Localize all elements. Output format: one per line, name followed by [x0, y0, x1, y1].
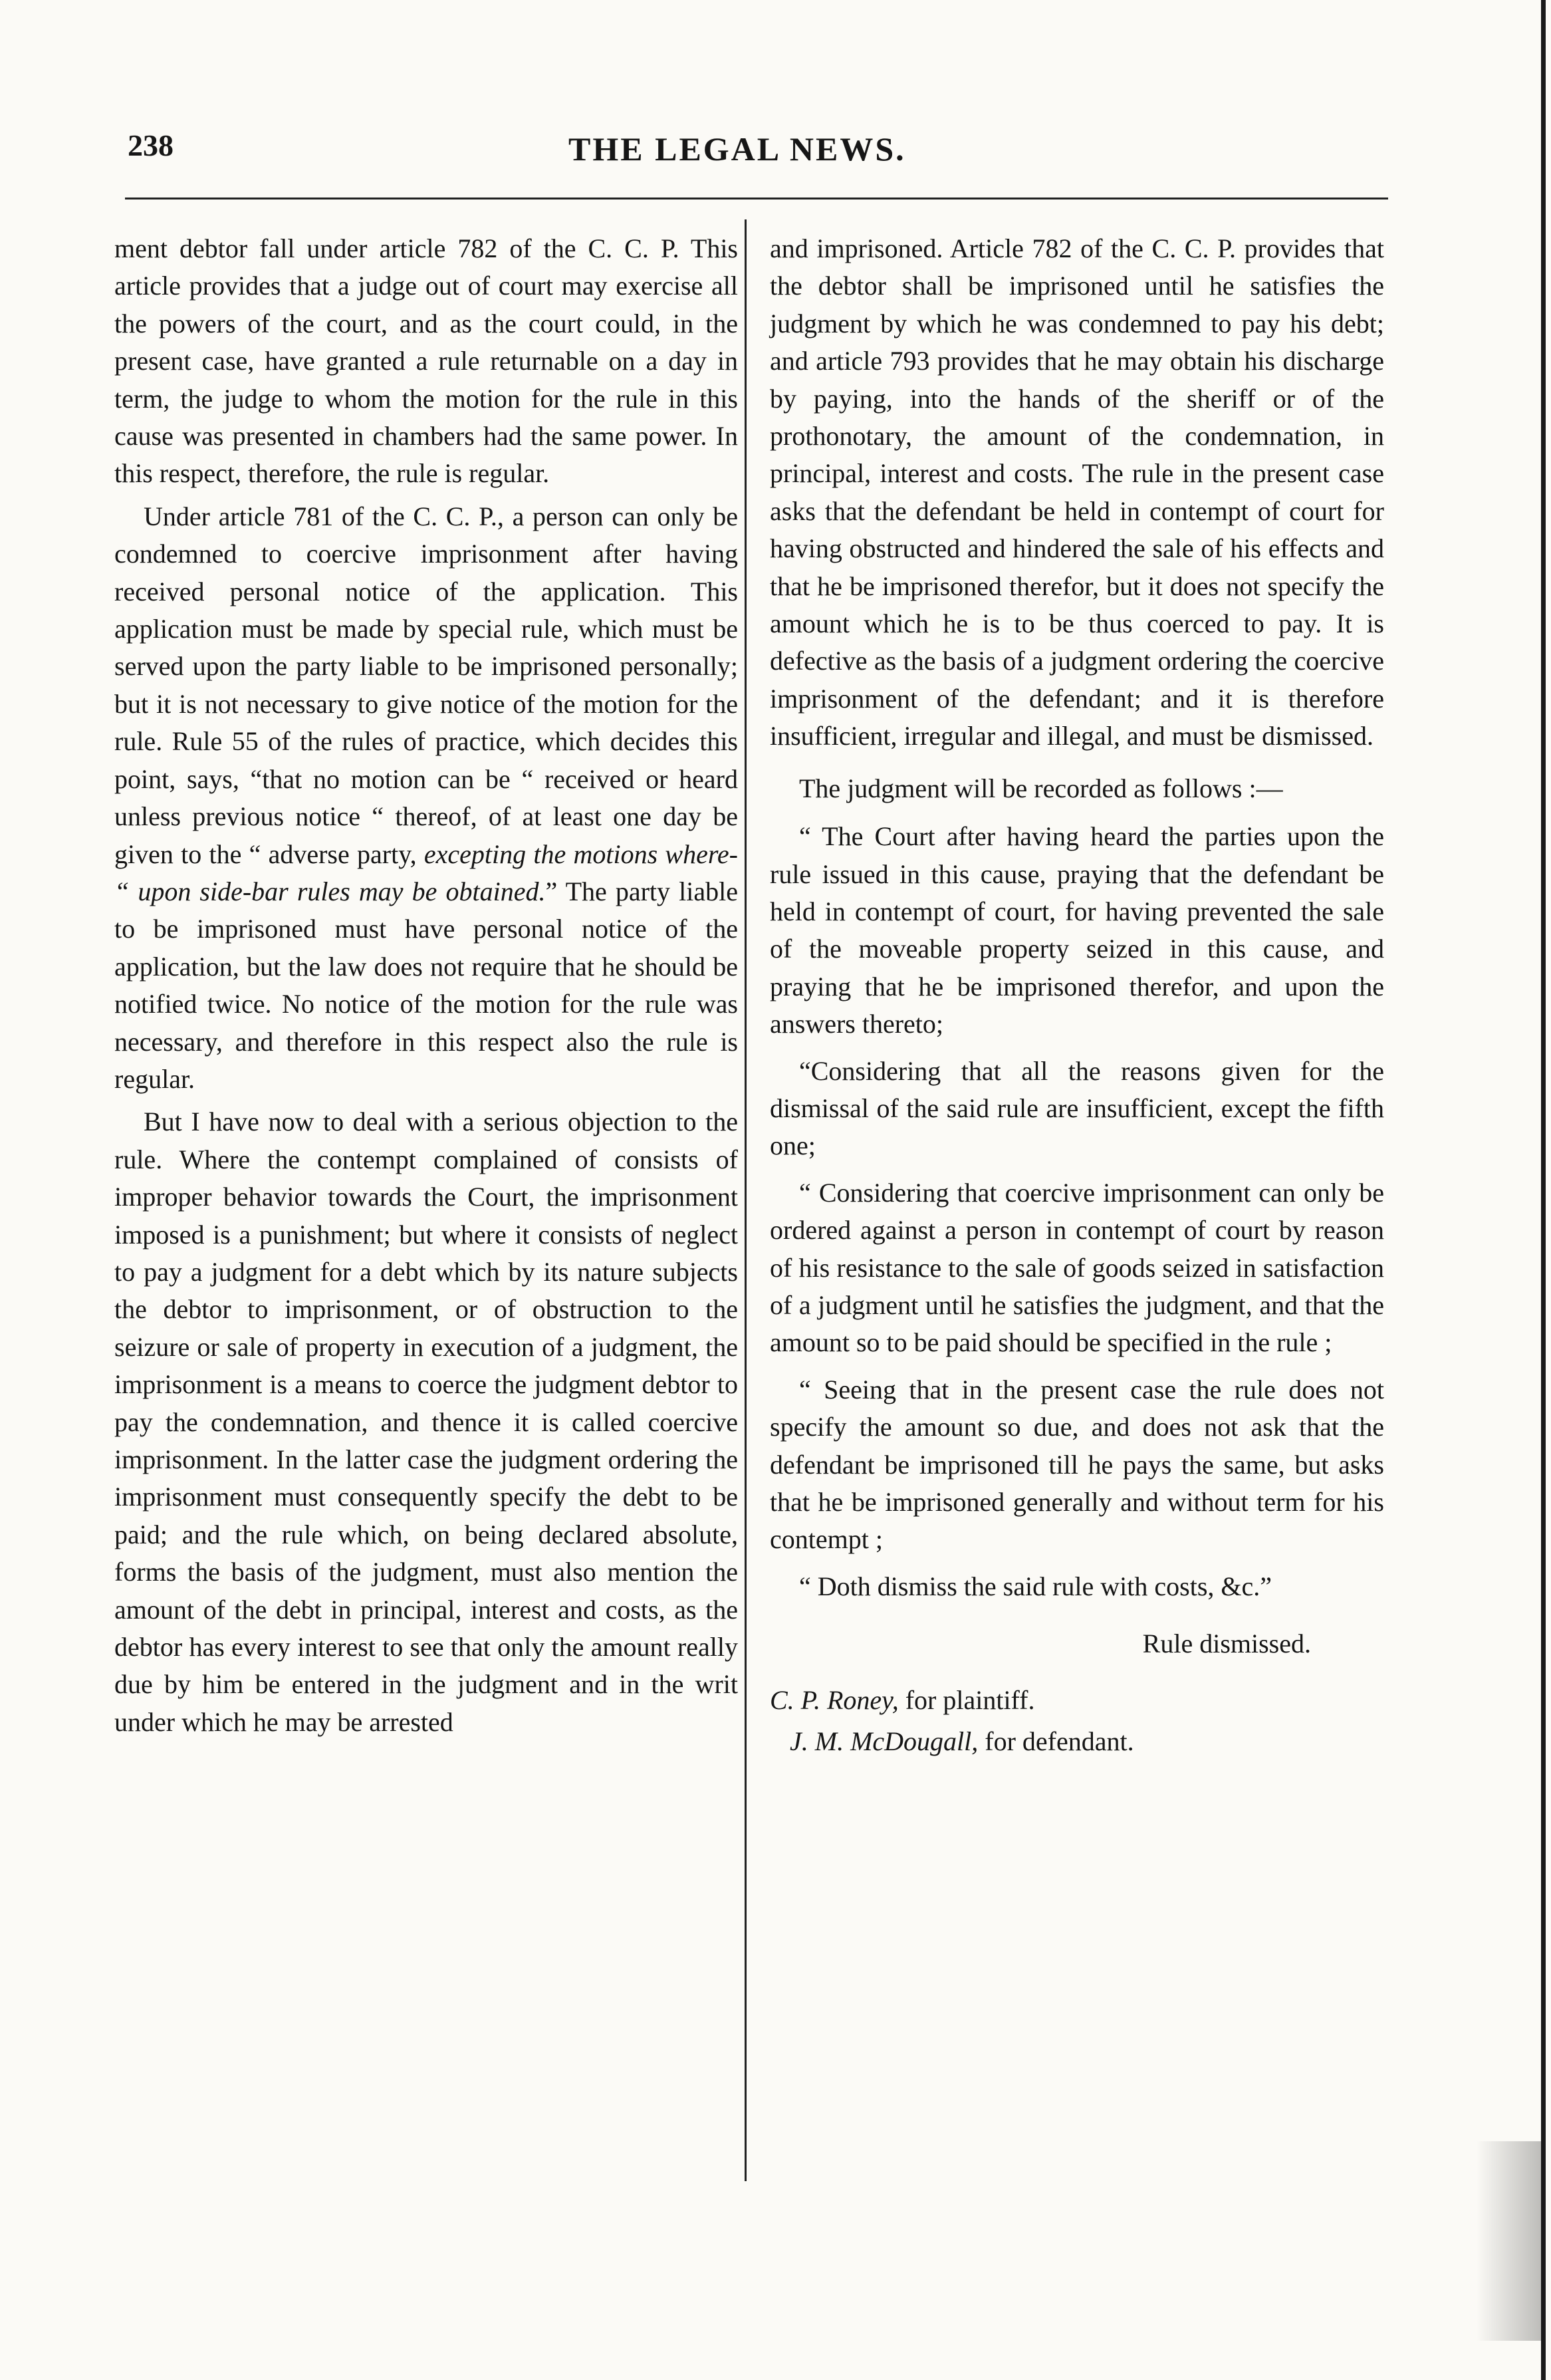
counsel-plaintiff	[770, 1682, 1384, 1719]
right-column	[770, 230, 1384, 1760]
right-paragraph-3: “ The Court after having heard the parties upon the rule issued in this cause, praying that the defendant be held in contempt of court, for having prevented the sale of the moveable property seized in this cause, and praying that he be imprisoned therefor, and upon the answers thereto;	[770, 821, 1384, 1039]
right-paragraph-2: The judgment will be recorded as follows :—	[799, 773, 1283, 803]
left-column	[114, 230, 738, 1741]
counsel-plaintiff-role: for plaintiff.	[898, 1684, 1035, 1715]
right-paragraph-4: “Considering that all the reasons given for the dismissal of the said rule are insufficient, except the fifth one;	[770, 1055, 1384, 1161]
right-paragraph-1: and imprisoned. Article 782 of the C. C. P. provides that the debtor shall be imprisoned until he satisfies the judgment by which he was condemned to pay his debt; and article 793 provides that he may obtain his discharge by paying, into the hands of the sheriff or of the prothonotary, the amount of the condemnation, in principal, interest and costs. The rule in the present case asks that the defendant be held in contempt of court for having obstructed and hindered the sale of his effects and that he be imprisoned therefor, but it does not specify the amount which he is to be thus coerced to pay. It is defective as the basis of a judgment ordering the coercive imprisonment of the defendant; and it is therefore insufficient, irregular and illegal, and must be dismissed.	[770, 233, 1384, 751]
left-paragraph-2-text-b: ” The party liable to be imprisoned must have personal notice of the application, but the law does not require that he should be notified twice. No notice of the motion for the rule was necessary, and therefore in this respect also the rule is regular.	[114, 876, 738, 1094]
left-paragraph-2-italic: excepting the motions where- “ upon side-bar rules may be obtained.	[114, 839, 738, 906]
left-paragraph-1: ment debtor fall under article 782 of the C. C. P. This article provides that a judge out of court may exercise all the powers of the court, and as the court could, in the present case, have granted a rule returnable on a day in term, the judge to whom the motion for the rule in this cause was presented in chambers had the same power. In this respect, therefore, the rule is regular.	[114, 233, 738, 489]
counsel-defendant-name: J. M. McDougall,	[790, 1726, 979, 1757]
ruling: Rule dismissed.	[1142, 1629, 1311, 1659]
page-edge-line	[1541, 0, 1546, 2380]
left-paragraph-2	[114, 498, 738, 1099]
counsel-defendant-role: for defendant.	[978, 1726, 1134, 1757]
counsel-defendant	[770, 1723, 1384, 1760]
right-paragraph-5: “ Considering that coercive imprisonment can only be ordered against a person in contempt of court by reason of his resistance to the sale of goods seized in satisfaction of a judgment until he satisfies the judgment, and that the amount so to be paid should be specified in the rule ;	[770, 1177, 1384, 1358]
right-paragraph-7: “ Doth dismiss the said rule with costs, &c.”	[799, 1571, 1272, 1601]
column-divider	[745, 219, 747, 2181]
page-edge-shadow	[1476, 2141, 1542, 2341]
counsel-plaintiff-name: C. P. Roney,	[770, 1684, 899, 1715]
page-number: 238	[128, 128, 174, 162]
right-paragraph-6: “ Seeing that in the present case the rule does not specify the amount so due, and does not ask that the defendant be imprisoned till he pays the same, but asks that he be imprisoned generally and without term for his contempt ;	[770, 1374, 1384, 1555]
header-rule	[125, 198, 1388, 199]
running-head-title: THE LEGAL NEWS.	[568, 130, 906, 168]
left-paragraph-2-text-a: Under article 781 of the C. C. P., a person can only be condemned to coercive imprisonment after having received personal notice of the application. This application must be made by special rule, which must be served upon the party liable to be imprisoned personally; but it is not necessary to give notice of the motion for the rule. Rule 55 of the rules of practice, which decides this point, says, “that no motion can be “ received or heard unless previous notice “ thereof, of at least one day be given to the “ adverse party,	[114, 501, 738, 869]
left-paragraph-3: But I have now to deal with a serious objection to the rule. Where the contempt complained of consists of improper behavior towards the Court, the imprisonment imposed is a punishment; but where it consists of neglect to pay a judgment for a debt which by its nature subjects the debtor to imprisonment, or of obstruction to the seizure or sale of property in execution of a judgment, the imprisonment is a means to coerce the judgment debtor to pay the condemnation, and thence it is called coercive imprisonment. In the latter case the judgment ordering the imprisonment must consequently specify the debt to be paid; and the rule which, on being declared absolute, forms the basis of the judgment, must also mention the amount of the debt in principal, interest and costs, as the debtor has every interest to see that only the amount really due by him be entered in the judgment and in the writ under which he may be arrested	[114, 1107, 738, 1737]
